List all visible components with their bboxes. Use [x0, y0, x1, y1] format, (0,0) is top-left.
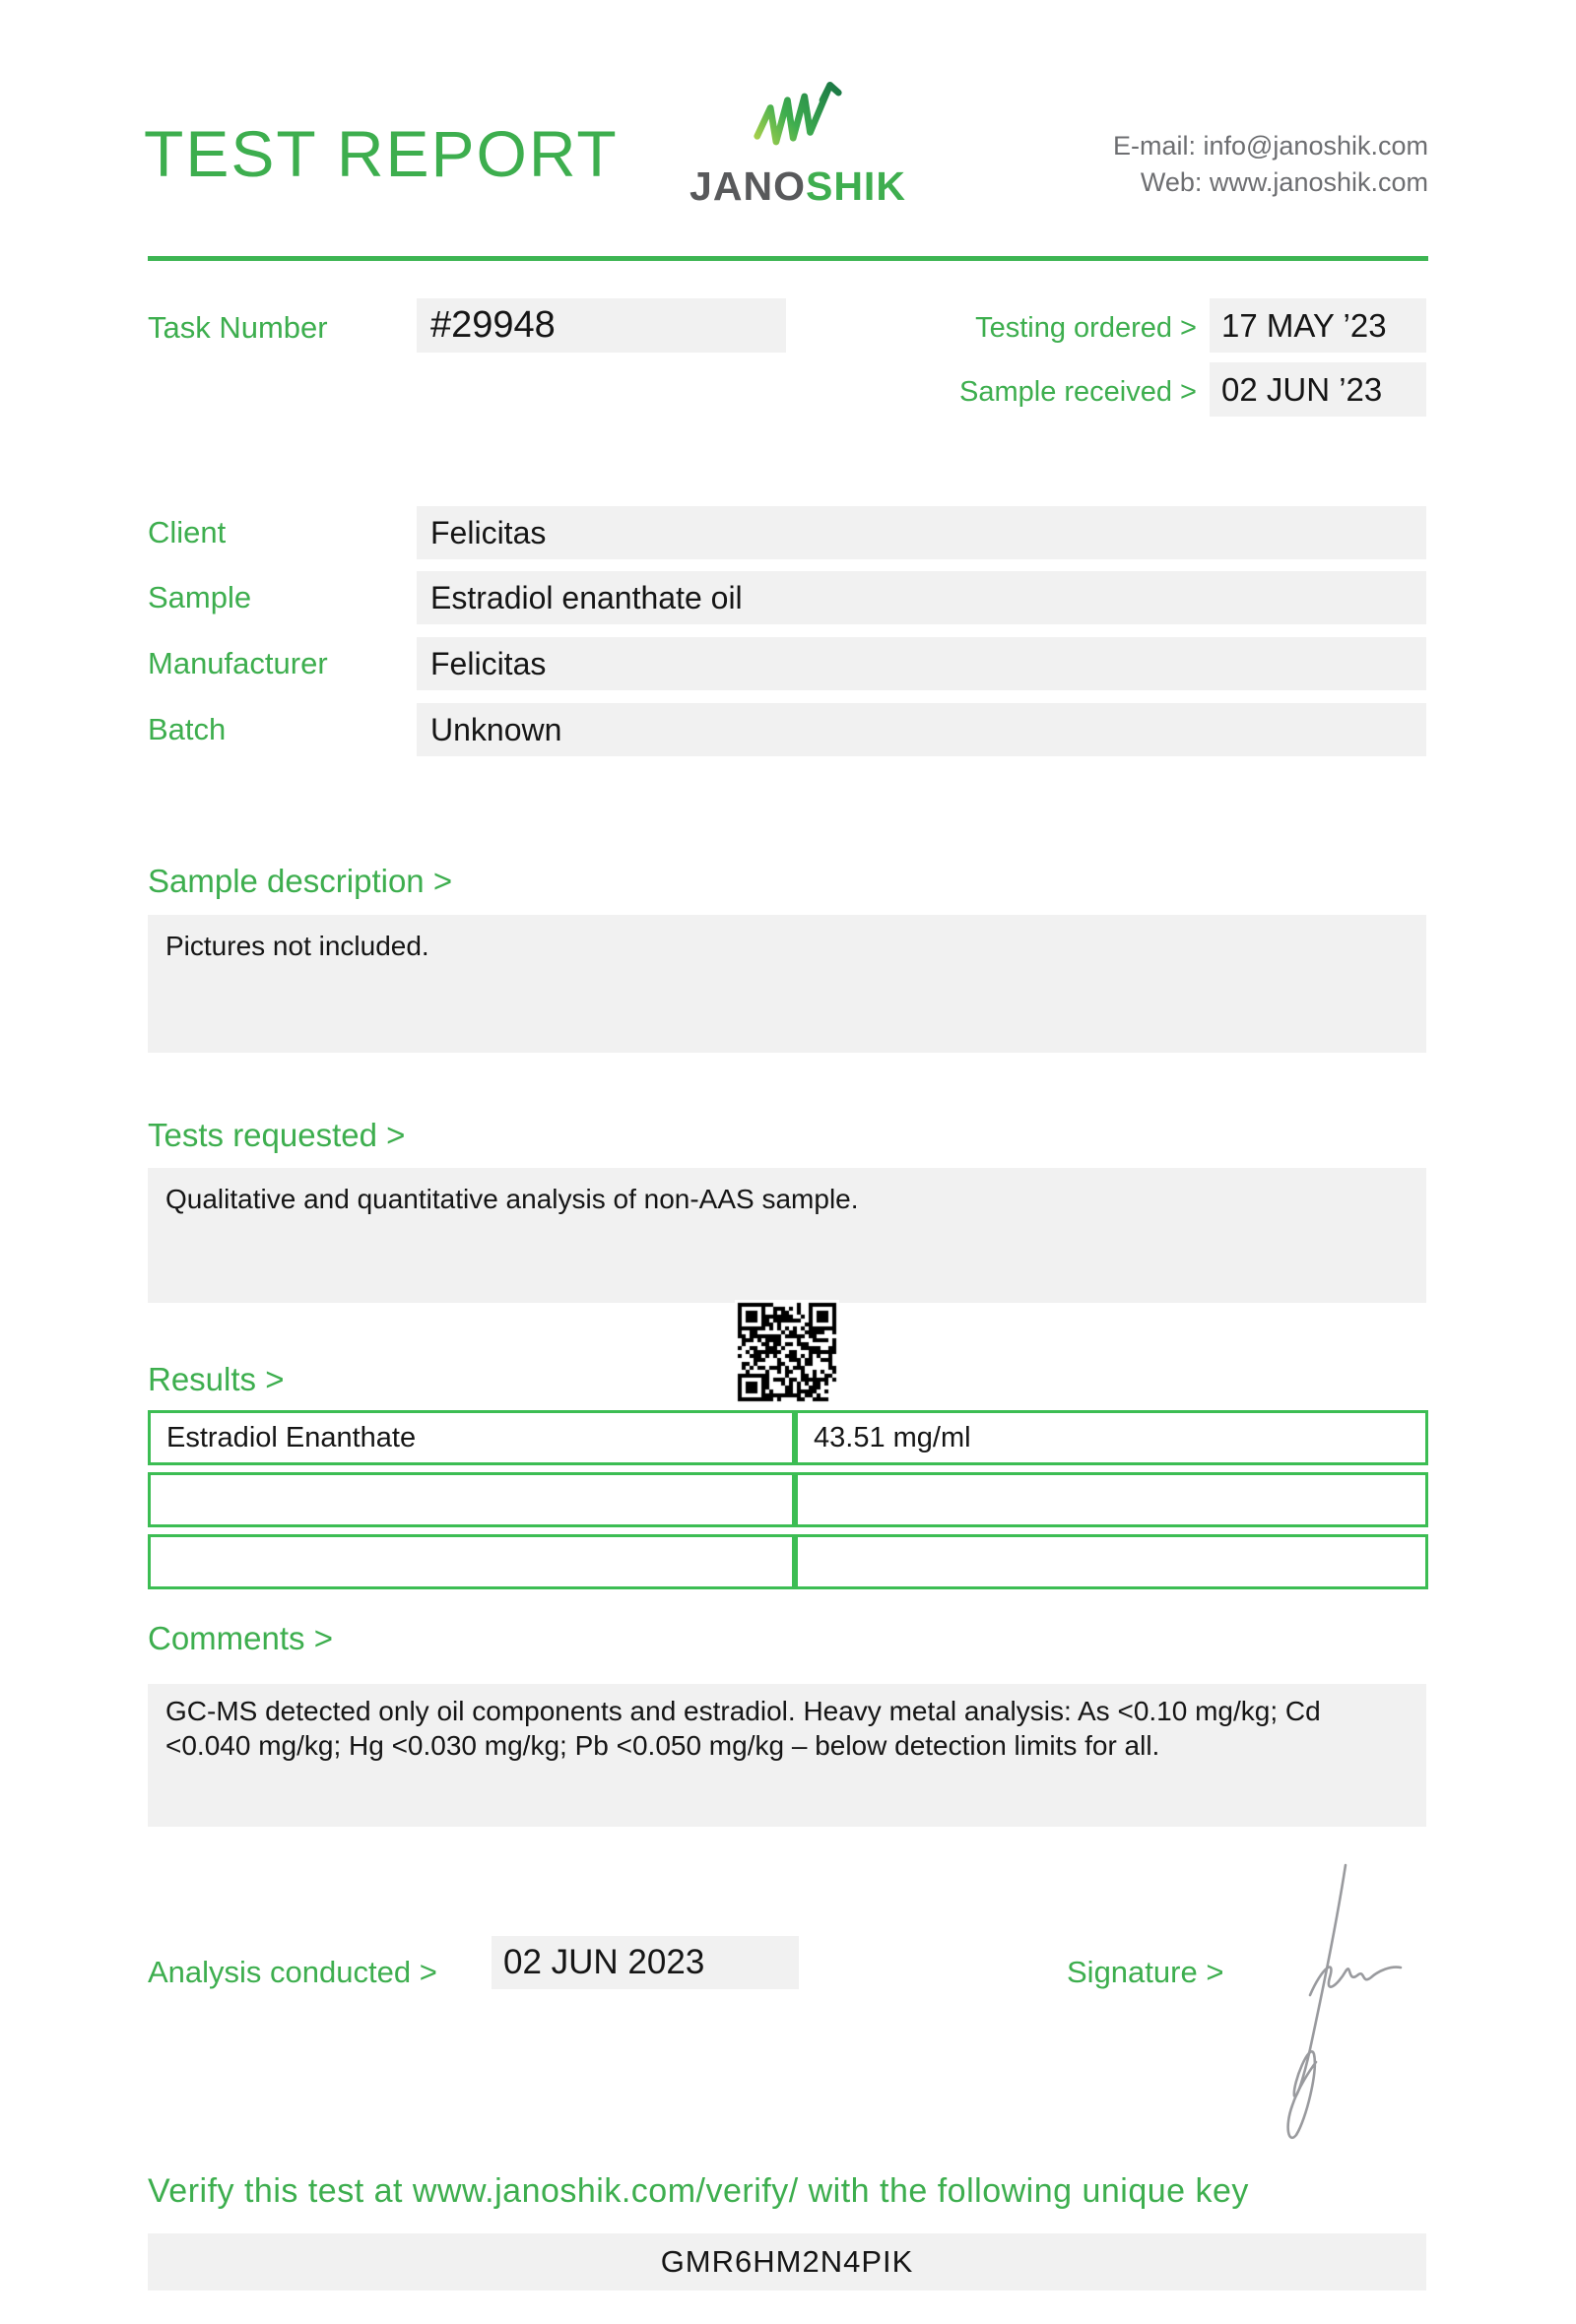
sample-received-label: Sample received > — [959, 376, 1197, 408]
tests-requested-heading: Tests requested > — [148, 1117, 406, 1153]
result-value-cell — [795, 1534, 1428, 1589]
brand-logo — [680, 77, 916, 210]
task-number-value: #29948 — [417, 298, 786, 353]
result-value-cell: 43.51 mg/ml — [795, 1410, 1428, 1465]
result-analyte-cell — [148, 1534, 795, 1589]
client-label: Client — [148, 515, 227, 549]
header-divider — [148, 256, 1428, 261]
results-heading: Results > — [148, 1361, 285, 1397]
task-number-label: Task Number — [148, 310, 328, 345]
client-value: Felicitas — [417, 506, 1426, 559]
analysis-conducted-value: 02 JUN 2023 — [492, 1936, 799, 1989]
contact-info — [936, 128, 1428, 201]
sample-value: Estradiol enanthate oil — [417, 571, 1426, 624]
testing-ordered-label: Testing ordered > — [975, 312, 1197, 344]
comments-heading: Comments > — [148, 1620, 333, 1656]
brand-name — [680, 163, 916, 210]
signature-image — [1280, 1847, 1418, 2148]
analysis-conducted-label: Analysis conducted > — [148, 1955, 437, 1989]
email-line: E-mail: info@janoshik.com — [1112, 131, 1428, 161]
manufacturer-value: Felicitas — [417, 637, 1426, 690]
sample-description-box: Pictures not included. — [148, 915, 1426, 1053]
batch-label: Batch — [148, 712, 227, 746]
sample-received-value: 02 JUN ’23 — [1210, 362, 1426, 417]
tests-requested-box: Qualitative and quantitative analysis of non-AAS sample. — [148, 1168, 1426, 1303]
testing-ordered-value: 17 MAY ’23 — [1210, 298, 1426, 353]
brand-shik: SHIK — [805, 163, 906, 209]
result-analyte-cell: Estradiol Enanthate — [148, 1410, 795, 1465]
batch-value: Unknown — [417, 703, 1426, 756]
web-line: Web: www.janoshik.com — [1140, 167, 1428, 197]
signature-label: Signature > — [1067, 1955, 1224, 1989]
result-analyte-cell — [148, 1472, 795, 1527]
page-title: TEST REPORT — [144, 117, 619, 190]
unique-key-value: GMR6HM2N4PIK — [148, 2233, 1426, 2291]
result-value-cell — [795, 1472, 1428, 1527]
qr-code — [735, 1300, 839, 1404]
growth-chart-icon — [680, 77, 916, 161]
results-table — [148, 1410, 1428, 1589]
comments-box: GC-MS detected only oil components and estradiol. Heavy metal analysis: As <0.10 mg/kg; Cd <0.040 mg/kg; Hg <0.030 mg/kg; Pb <0.050 mg/kg – below detection limits for all. — [148, 1684, 1426, 1827]
verify-text: Verify this test at www.janoshik.com/verify/ with the following unique key — [148, 2172, 1249, 2210]
manufacturer-label: Manufacturer — [148, 646, 328, 680]
sample-label: Sample — [148, 580, 252, 614]
brand-jano: JANO — [690, 163, 806, 209]
sample-description-heading: Sample description > — [148, 863, 453, 899]
